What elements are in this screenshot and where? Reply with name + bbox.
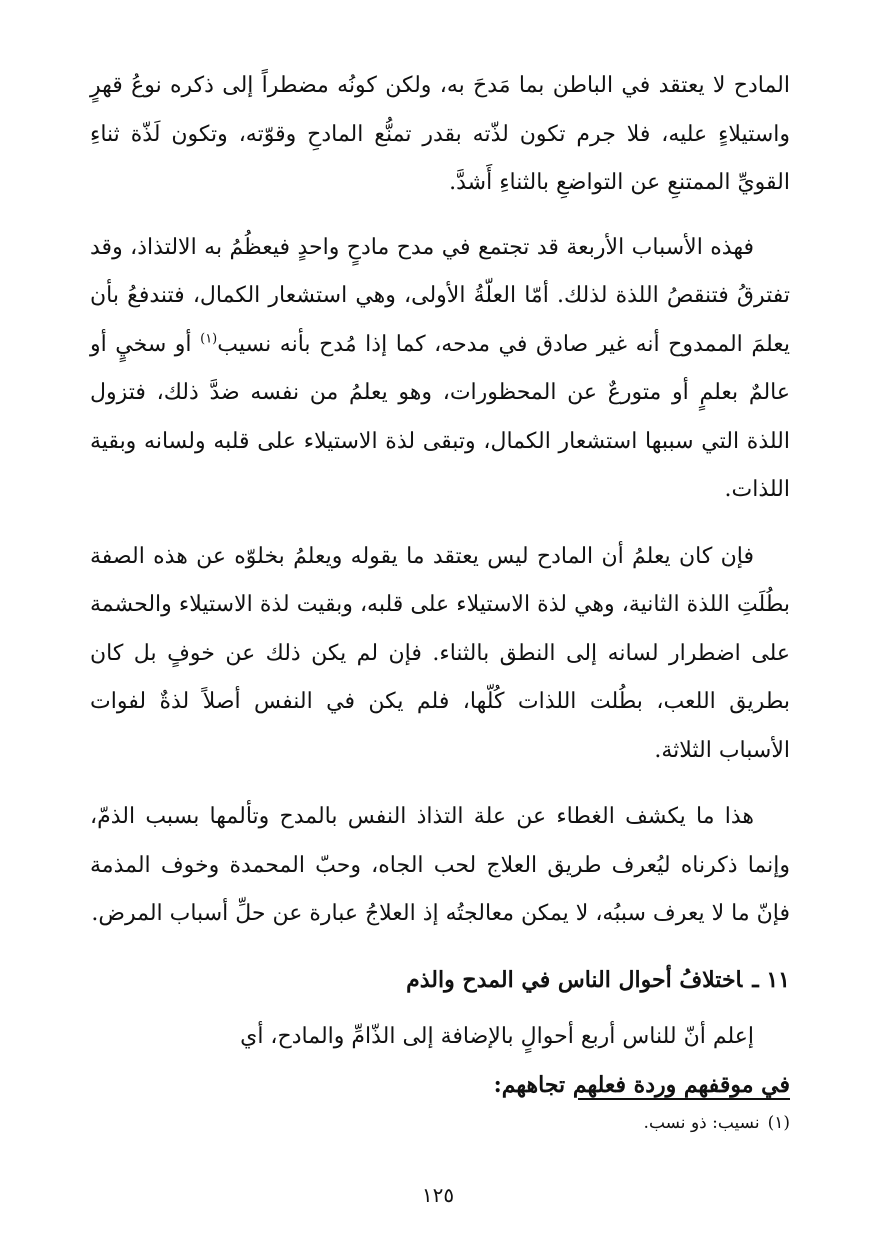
paragraph-2-part-1: فهذه الأسباب الأربعة قد تجتمع في مدح مادحٍ واحدٍ فيعظُمُ به الالتذاذ، وقد تفترقُ فتنقصُ اللذة لذلك. أمّا العلّةُ الأولى، وهي استشعار الكمال، فتندفعُ بأن يعلمَ الممدوح أنه غير صادق في مدحه، كما إذا مُدح بأنه نسيب (90, 234, 791, 357)
footnote-reference[interactable]: (١) (200, 331, 218, 347)
paragraph-2 (90, 224, 790, 515)
section-paragraph-last-line: في موقفهم وردة فعلهم تجاههم: (493, 1072, 790, 1098)
page-body (90, 62, 790, 1110)
section-number: ١١ ـ (752, 966, 790, 993)
paragraph-3: فإن كان يعلمُ أن المادح ليس يعتقد ما يقوله ويعلمُ بخلوّه عن هذه الصفة بطُلَتِ اللذة الثانية، وهي لذة الاستيلاء على قلبه، وبقيت لذة الاستيلاء والحشمة على اضطرار لسانه إلى النطق بالثناء. فإن لم يكن ذلك عن خوفٍ بل كان بطريق اللعب، بطُلت اللذات كُلّها، فلم يكن في النفس أصلاً لذةٌ لفوات الأسباب الثلاثة. (90, 543, 790, 763)
section-heading (90, 955, 790, 1005)
page-number: ١٢٥ (421, 1183, 455, 1207)
paragraph-2-part-2: أو سخيٍ أو عالمٌ بعلمٍ أو متورعٌ عن المحظورات، وهو يعلمُ من نفسه ضدَّ ذلك، فتزول اللذة التي سببها استشعار الكمال، وتبقى لذة الاستيلاء على قلبه ولسانه وبقية اللذات. (90, 331, 790, 502)
paragraph-4: هذا ما يكشف الغطاء عن علة التذاذ النفس بالمدح وتألمها بسبب الذمّ، وإنما ذكرناه ليُعرف طريق العلاج لحب الجاه، وحبّ المحمدة وخوف المذمة فإنّ ما لا يعرف سببُه، لا يمكن معالجتُه إذ العلاجُ عبارة عن حلِّ أسباب المرض. (90, 804, 790, 926)
section-paragraph: إعلم أنّ للناس أربع أحوالٍ بالإضافة إلى الذّامِّ والمادح، أي (240, 1023, 754, 1049)
footnote-text: نسيب: ذو نسب. (643, 1113, 760, 1133)
section-title: اختلافُ أحوال الناس في المدح والذم (406, 966, 743, 993)
footnote (90, 1108, 790, 1138)
footnote-number: (١) (767, 1113, 790, 1133)
footnote-divider (578, 1098, 790, 1100)
paragraph-1: المادح لا يعتقد في الباطن بما مَدحَ به، ولكن كونُه مضطراً إلى ذكره نوعُ قهرٍ واستيلاءٍ عليه، فلا جرم تكون لذّته بقدر تمنُّع المادحِ وقوّته، وتكون لَذّة ثناءِ القويِّ الممتنعِ عن التواضعِ بالثناءِ أَشدَّ. (90, 73, 790, 195)
